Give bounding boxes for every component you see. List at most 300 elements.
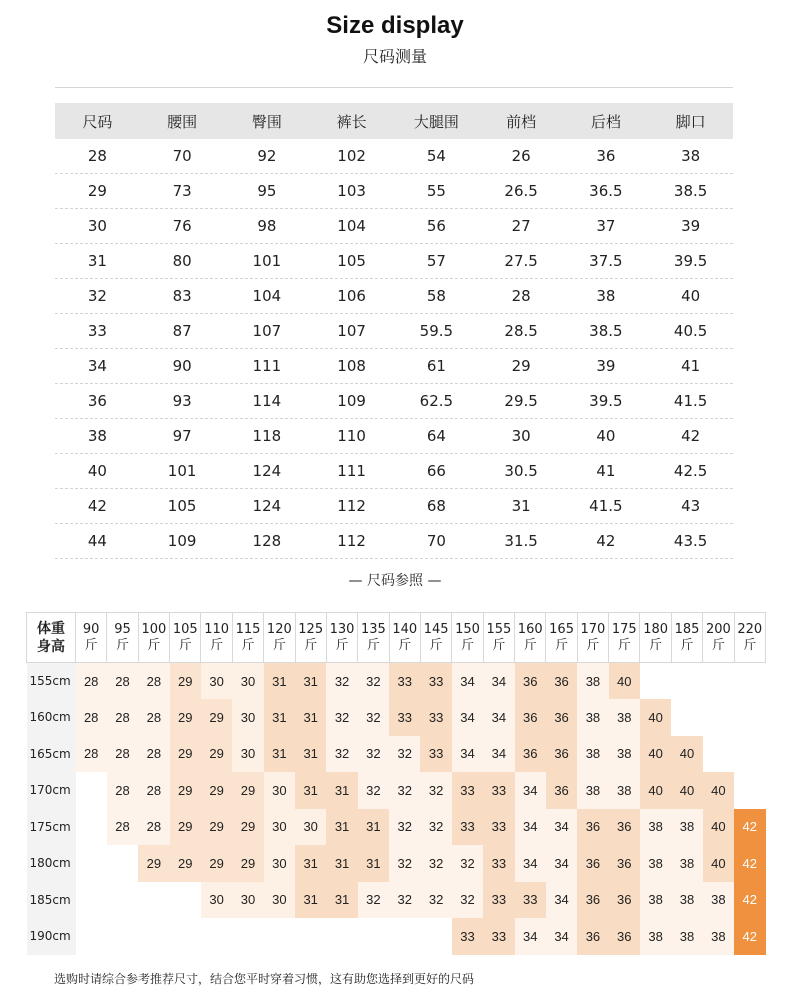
grid-cell: 38 <box>640 918 671 955</box>
grid-cell: 38 <box>640 809 671 846</box>
grid-cell <box>170 882 201 919</box>
grid-cell <box>76 809 107 846</box>
table-cell: 31.5 <box>504 532 538 550</box>
table-row <box>55 244 733 279</box>
grid-cell <box>734 663 765 700</box>
table-cell: 70 <box>426 532 446 550</box>
grid-cell: 30 <box>232 882 263 919</box>
weight-header: 150 斤 <box>452 613 483 663</box>
table-cell: 36 <box>87 392 107 410</box>
grid-cell: 32 <box>358 882 389 919</box>
grid-cell: 32 <box>420 882 451 919</box>
column-header: 裤长 <box>336 112 367 131</box>
grid-cell: 28 <box>138 736 169 773</box>
grid-cell: 42 <box>734 845 765 882</box>
table-row <box>55 454 733 489</box>
grid-cell: 29 <box>170 736 201 773</box>
grid-cell: 30 <box>201 882 232 919</box>
grid-cell: 32 <box>452 882 483 919</box>
grid-cell: 29 <box>201 699 232 736</box>
grid-cell: 29 <box>201 772 232 809</box>
table-cell: 26.5 <box>504 182 538 200</box>
grid-cell: 33 <box>483 845 514 882</box>
table-cell: 34 <box>87 357 107 375</box>
grid-cell: 38 <box>640 882 671 919</box>
grid-cell <box>640 663 671 700</box>
table-cell: 39 <box>681 217 701 235</box>
grid-cell: 30 <box>295 809 326 846</box>
weight-header: 155 斤 <box>483 613 514 663</box>
grid-cell <box>138 882 169 919</box>
table-cell: 29 <box>87 182 107 200</box>
height-label: 165cm <box>27 736 76 773</box>
grid-cell: 29 <box>170 845 201 882</box>
table-cell: 38 <box>596 287 616 305</box>
grid-cell: 28 <box>76 663 107 700</box>
grid-cell: 34 <box>452 663 483 700</box>
table-cell: 29.5 <box>504 392 538 410</box>
table-cell: 28 <box>87 147 107 165</box>
grid-cell: 29 <box>170 809 201 846</box>
table-cell: 40 <box>596 427 616 445</box>
grid-cell: 30 <box>264 845 295 882</box>
grid-cell: 31 <box>358 845 389 882</box>
table-cell: 93 <box>172 392 192 410</box>
table-cell: 31 <box>87 252 107 270</box>
grid-cell: 38 <box>577 772 608 809</box>
grid-row <box>27 918 766 955</box>
table-cell: 31 <box>511 497 531 515</box>
grid-cell: 33 <box>452 772 483 809</box>
grid-cell: 38 <box>671 845 702 882</box>
table-cell: 43 <box>681 497 701 515</box>
grid-cell: 33 <box>420 663 451 700</box>
grid-cell: 38 <box>703 882 734 919</box>
weight-header: 185 斤 <box>671 613 702 663</box>
grid-cell: 29 <box>170 663 201 700</box>
table-row <box>55 209 733 244</box>
table-cell: 87 <box>172 322 192 340</box>
column-header: 腰围 <box>167 112 198 131</box>
grid-cell: 28 <box>138 772 169 809</box>
height-label: 160cm <box>27 699 76 736</box>
weight-header: 220 斤 <box>734 613 765 663</box>
table-row <box>55 139 733 174</box>
grid-cell: 34 <box>546 845 577 882</box>
grid-cell: 34 <box>452 736 483 773</box>
table-cell: 44 <box>87 532 107 550</box>
grid-cell <box>703 663 734 700</box>
grid-row <box>27 736 766 773</box>
table-cell: 27.5 <box>504 252 538 270</box>
grid-cell: 31 <box>264 663 295 700</box>
grid-cell: 31 <box>295 845 326 882</box>
page-title: Size display <box>326 12 464 39</box>
grid-cell: 40 <box>609 663 640 700</box>
table-cell: 33 <box>87 322 107 340</box>
grid-cell: 31 <box>326 772 357 809</box>
table-cell: 104 <box>252 287 282 305</box>
table-cell: 111 <box>252 357 282 375</box>
grid-cell: 38 <box>577 736 608 773</box>
grid-cell: 33 <box>483 918 514 955</box>
grid-cell: 36 <box>609 809 640 846</box>
grid-cell: 28 <box>76 699 107 736</box>
grid-cell <box>107 918 138 955</box>
table-cell: 92 <box>257 147 277 165</box>
table-cell: 56 <box>426 217 446 235</box>
table-cell: 97 <box>172 427 192 445</box>
grid-cell: 42 <box>734 882 765 919</box>
grid-cell: 32 <box>358 736 389 773</box>
grid-cell <box>76 845 107 882</box>
table-cell: 103 <box>337 182 366 200</box>
table-cell: 43.5 <box>673 532 708 550</box>
weight-header: 180 斤 <box>640 613 671 663</box>
grid-cell: 33 <box>483 772 514 809</box>
table-row <box>55 524 733 559</box>
grid-cell <box>358 918 389 955</box>
grid-cell: 32 <box>389 882 420 919</box>
grid-cell: 29 <box>170 699 201 736</box>
grid-cell <box>76 772 107 809</box>
grid-cell: 30 <box>264 772 295 809</box>
grid-cell: 38 <box>577 699 608 736</box>
grid-cell: 31 <box>295 772 326 809</box>
grid-cell <box>671 699 702 736</box>
table-cell: 39.5 <box>673 252 708 270</box>
grid-cell: 34 <box>515 772 546 809</box>
table-cell: 73 <box>172 182 192 200</box>
table-cell: 28.5 <box>504 322 538 340</box>
weight-header: 95 斤 <box>107 613 138 663</box>
grid-cell: 38 <box>671 882 702 919</box>
grid-cell <box>734 699 765 736</box>
table-cell: 62.5 <box>419 392 454 410</box>
grid-cell: 36 <box>546 736 577 773</box>
grid-cell: 38 <box>577 663 608 700</box>
table-cell: 109 <box>337 392 366 410</box>
grid-cell: 40 <box>671 772 702 809</box>
grid-corner-label: 体重 身高 <box>27 613 76 663</box>
size-reference-label: — 尺码参照 — <box>348 573 442 589</box>
grid-cell: 38 <box>671 918 702 955</box>
grid-header-row <box>27 613 766 663</box>
grid-cell: 30 <box>232 663 263 700</box>
table-cell: 38 <box>87 427 107 445</box>
grid-cell: 33 <box>389 663 420 700</box>
grid-cell: 36 <box>546 772 577 809</box>
table-cell: 42.5 <box>673 462 708 480</box>
grid-cell: 36 <box>546 699 577 736</box>
grid-cell: 30 <box>232 699 263 736</box>
grid-cell <box>264 918 295 955</box>
height-label: 190cm <box>27 918 76 955</box>
grid-cell: 32 <box>389 772 420 809</box>
table-cell: 37 <box>596 217 616 235</box>
grid-cell: 33 <box>483 809 514 846</box>
grid-row <box>27 809 766 846</box>
grid-cell <box>420 918 451 955</box>
grid-cell <box>703 736 734 773</box>
table-cell: 41 <box>596 462 616 480</box>
grid-cell: 31 <box>326 845 357 882</box>
table-cell: 107 <box>252 322 282 340</box>
grid-cell: 40 <box>640 699 671 736</box>
table-cell: 54 <box>426 147 446 165</box>
table-cell: 105 <box>337 252 366 270</box>
table-cell: 37.5 <box>589 252 623 270</box>
grid-cell <box>107 845 138 882</box>
grid-cell <box>201 918 232 955</box>
table-cell: 36 <box>596 147 616 165</box>
grid-row <box>27 882 766 919</box>
footer-note: 选购时请综合参考推荐尺寸，结合您平时穿着习惯，这有助您选择到更好的尺码 <box>54 972 475 986</box>
grid-cell: 32 <box>420 772 451 809</box>
grid-cell: 28 <box>107 772 138 809</box>
size-recommendation-grid <box>26 612 766 955</box>
grid-cell: 32 <box>420 809 451 846</box>
grid-cell: 30 <box>264 882 295 919</box>
weight-header: 90 斤 <box>76 613 107 663</box>
grid-cell: 36 <box>577 882 608 919</box>
grid-cell <box>138 918 169 955</box>
grid-cell: 34 <box>546 882 577 919</box>
grid-cell: 32 <box>358 699 389 736</box>
table-cell: 108 <box>337 357 366 375</box>
table-cell: 38.5 <box>589 322 623 340</box>
table-cell: 104 <box>337 217 366 235</box>
grid-cell: 42 <box>734 809 765 846</box>
grid-cell: 32 <box>420 845 451 882</box>
table-cell: 39 <box>596 357 616 375</box>
grid-cell: 36 <box>609 918 640 955</box>
grid-cell <box>76 918 107 955</box>
table-cell: 29 <box>511 357 531 375</box>
grid-cell: 36 <box>515 736 546 773</box>
grid-cell: 36 <box>577 845 608 882</box>
table-cell: 107 <box>337 322 366 340</box>
table-cell: 112 <box>337 497 366 515</box>
table-cell: 40 <box>681 287 701 305</box>
height-label: 185cm <box>27 882 76 919</box>
table-cell: 39.5 <box>589 392 623 410</box>
grid-cell: 28 <box>76 736 107 773</box>
grid-row <box>27 772 766 809</box>
weight-header: 175 斤 <box>609 613 640 663</box>
weight-header: 140 斤 <box>389 613 420 663</box>
table-cell: 40 <box>87 462 107 480</box>
table-row <box>55 174 733 209</box>
grid-row <box>27 845 766 882</box>
grid-cell <box>734 772 765 809</box>
height-label: 175cm <box>27 809 76 846</box>
table-cell: 30 <box>511 427 531 445</box>
grid-cell: 40 <box>640 772 671 809</box>
grid-cell: 30 <box>201 663 232 700</box>
table-cell: 38.5 <box>673 182 708 200</box>
table-cell: 26 <box>511 147 531 165</box>
grid-cell: 36 <box>609 882 640 919</box>
grid-cell: 29 <box>232 809 263 846</box>
grid-cell <box>170 918 201 955</box>
weight-header: 115 斤 <box>232 613 263 663</box>
table-cell: 80 <box>172 252 192 270</box>
grid-cell: 40 <box>671 736 702 773</box>
grid-cell: 29 <box>201 845 232 882</box>
table-cell: 128 <box>252 532 282 550</box>
column-header: 臀围 <box>251 112 282 131</box>
grid-cell: 34 <box>546 809 577 846</box>
grid-cell: 32 <box>326 699 357 736</box>
table-cell: 41 <box>681 357 701 375</box>
grid-cell: 40 <box>640 736 671 773</box>
grid-cell: 40 <box>703 772 734 809</box>
grid-cell: 32 <box>358 772 389 809</box>
weight-header: 200 斤 <box>703 613 734 663</box>
grid-cell <box>232 918 263 955</box>
divider <box>55 87 733 88</box>
grid-cell: 38 <box>640 845 671 882</box>
grid-cell: 33 <box>420 699 451 736</box>
grid-cell: 28 <box>107 809 138 846</box>
grid-cell: 33 <box>452 809 483 846</box>
weight-header: 165 斤 <box>546 613 577 663</box>
table-cell: 68 <box>426 497 446 515</box>
grid-cell: 29 <box>170 772 201 809</box>
table-cell: 30 <box>87 217 107 235</box>
grid-cell: 28 <box>107 736 138 773</box>
table-cell: 101 <box>167 462 197 480</box>
grid-cell <box>295 918 326 955</box>
table-cell: 55 <box>426 182 446 200</box>
table-cell: 83 <box>172 287 192 305</box>
table-cell: 98 <box>257 217 277 235</box>
table-cell: 30.5 <box>504 462 538 480</box>
table-row <box>55 349 733 384</box>
size-table-header <box>55 103 733 139</box>
grid-cell: 28 <box>138 699 169 736</box>
table-cell: 124 <box>252 497 282 515</box>
grid-cell: 34 <box>483 699 514 736</box>
grid-cell <box>76 882 107 919</box>
table-cell: 90 <box>172 357 192 375</box>
table-cell: 106 <box>337 287 366 305</box>
grid-cell: 29 <box>232 772 263 809</box>
grid-cell: 32 <box>326 736 357 773</box>
table-cell: 32 <box>87 287 107 305</box>
table-cell: 101 <box>252 252 282 270</box>
grid-cell: 33 <box>420 736 451 773</box>
grid-cell: 30 <box>232 736 263 773</box>
column-header: 后档 <box>590 112 621 131</box>
grid-cell: 31 <box>326 809 357 846</box>
grid-row <box>27 699 766 736</box>
weight-header: 170 斤 <box>577 613 608 663</box>
weight-header: 160 斤 <box>515 613 546 663</box>
grid-cell: 40 <box>703 845 734 882</box>
grid-cell: 40 <box>703 809 734 846</box>
grid-cell: 36 <box>609 845 640 882</box>
height-label: 170cm <box>27 772 76 809</box>
table-cell: 64 <box>426 427 446 445</box>
table-cell: 111 <box>337 462 366 480</box>
grid-cell: 38 <box>609 736 640 773</box>
grid-cell <box>326 918 357 955</box>
weight-header: 130 斤 <box>326 613 357 663</box>
grid-cell: 28 <box>138 809 169 846</box>
grid-cell: 31 <box>295 736 326 773</box>
table-cell: 36.5 <box>589 182 623 200</box>
grid-cell: 42 <box>734 918 765 955</box>
page-subtitle: 尺码测量 <box>362 47 427 66</box>
grid-cell: 36 <box>546 663 577 700</box>
table-cell: 41.5 <box>589 497 623 515</box>
grid-cell: 33 <box>389 699 420 736</box>
size-table-body <box>55 139 733 559</box>
grid-row <box>27 663 766 700</box>
grid-cell: 33 <box>452 918 483 955</box>
grid-cell: 28 <box>107 699 138 736</box>
grid-cell: 31 <box>295 882 326 919</box>
table-cell: 40.5 <box>673 322 708 340</box>
table-cell: 61 <box>426 357 446 375</box>
grid-cell: 34 <box>483 736 514 773</box>
grid-cell: 31 <box>264 699 295 736</box>
table-cell: 66 <box>426 462 446 480</box>
grid-cell: 32 <box>452 845 483 882</box>
grid-cell: 30 <box>264 809 295 846</box>
grid-cell: 34 <box>515 845 546 882</box>
grid-cell: 36 <box>515 699 546 736</box>
table-cell: 110 <box>337 427 366 445</box>
weight-header: 145 斤 <box>420 613 451 663</box>
grid-cell: 32 <box>389 845 420 882</box>
height-label: 180cm <box>27 845 76 882</box>
grid-cell: 32 <box>389 809 420 846</box>
grid-cell: 29 <box>201 736 232 773</box>
weight-header: 100 斤 <box>138 613 169 663</box>
grid-cell: 36 <box>577 809 608 846</box>
grid-cell: 31 <box>295 663 326 700</box>
grid-cell: 38 <box>609 772 640 809</box>
table-cell: 102 <box>337 147 366 165</box>
grid-cell <box>107 882 138 919</box>
table-cell: 42 <box>87 497 107 515</box>
table-cell: 28 <box>511 287 531 305</box>
table-row <box>55 489 733 524</box>
weight-header: 105 斤 <box>170 613 201 663</box>
grid-cell: 34 <box>483 663 514 700</box>
table-cell: 42 <box>596 532 616 550</box>
grid-cell: 34 <box>515 809 546 846</box>
table-cell: 58 <box>426 287 446 305</box>
table-cell: 38 <box>681 147 701 165</box>
grid-cell: 32 <box>389 736 420 773</box>
grid-cell: 36 <box>577 918 608 955</box>
table-cell: 76 <box>172 217 192 235</box>
table-row <box>55 419 733 454</box>
column-header: 大腿围 <box>413 112 459 131</box>
table-cell: 59.5 <box>419 322 454 340</box>
size-measurement-table <box>55 103 733 559</box>
grid-cell: 38 <box>703 918 734 955</box>
table-cell: 95 <box>257 182 277 200</box>
table-cell: 27 <box>511 217 531 235</box>
grid-cell: 32 <box>326 663 357 700</box>
grid-cell: 34 <box>546 918 577 955</box>
table-cell: 114 <box>252 392 282 410</box>
